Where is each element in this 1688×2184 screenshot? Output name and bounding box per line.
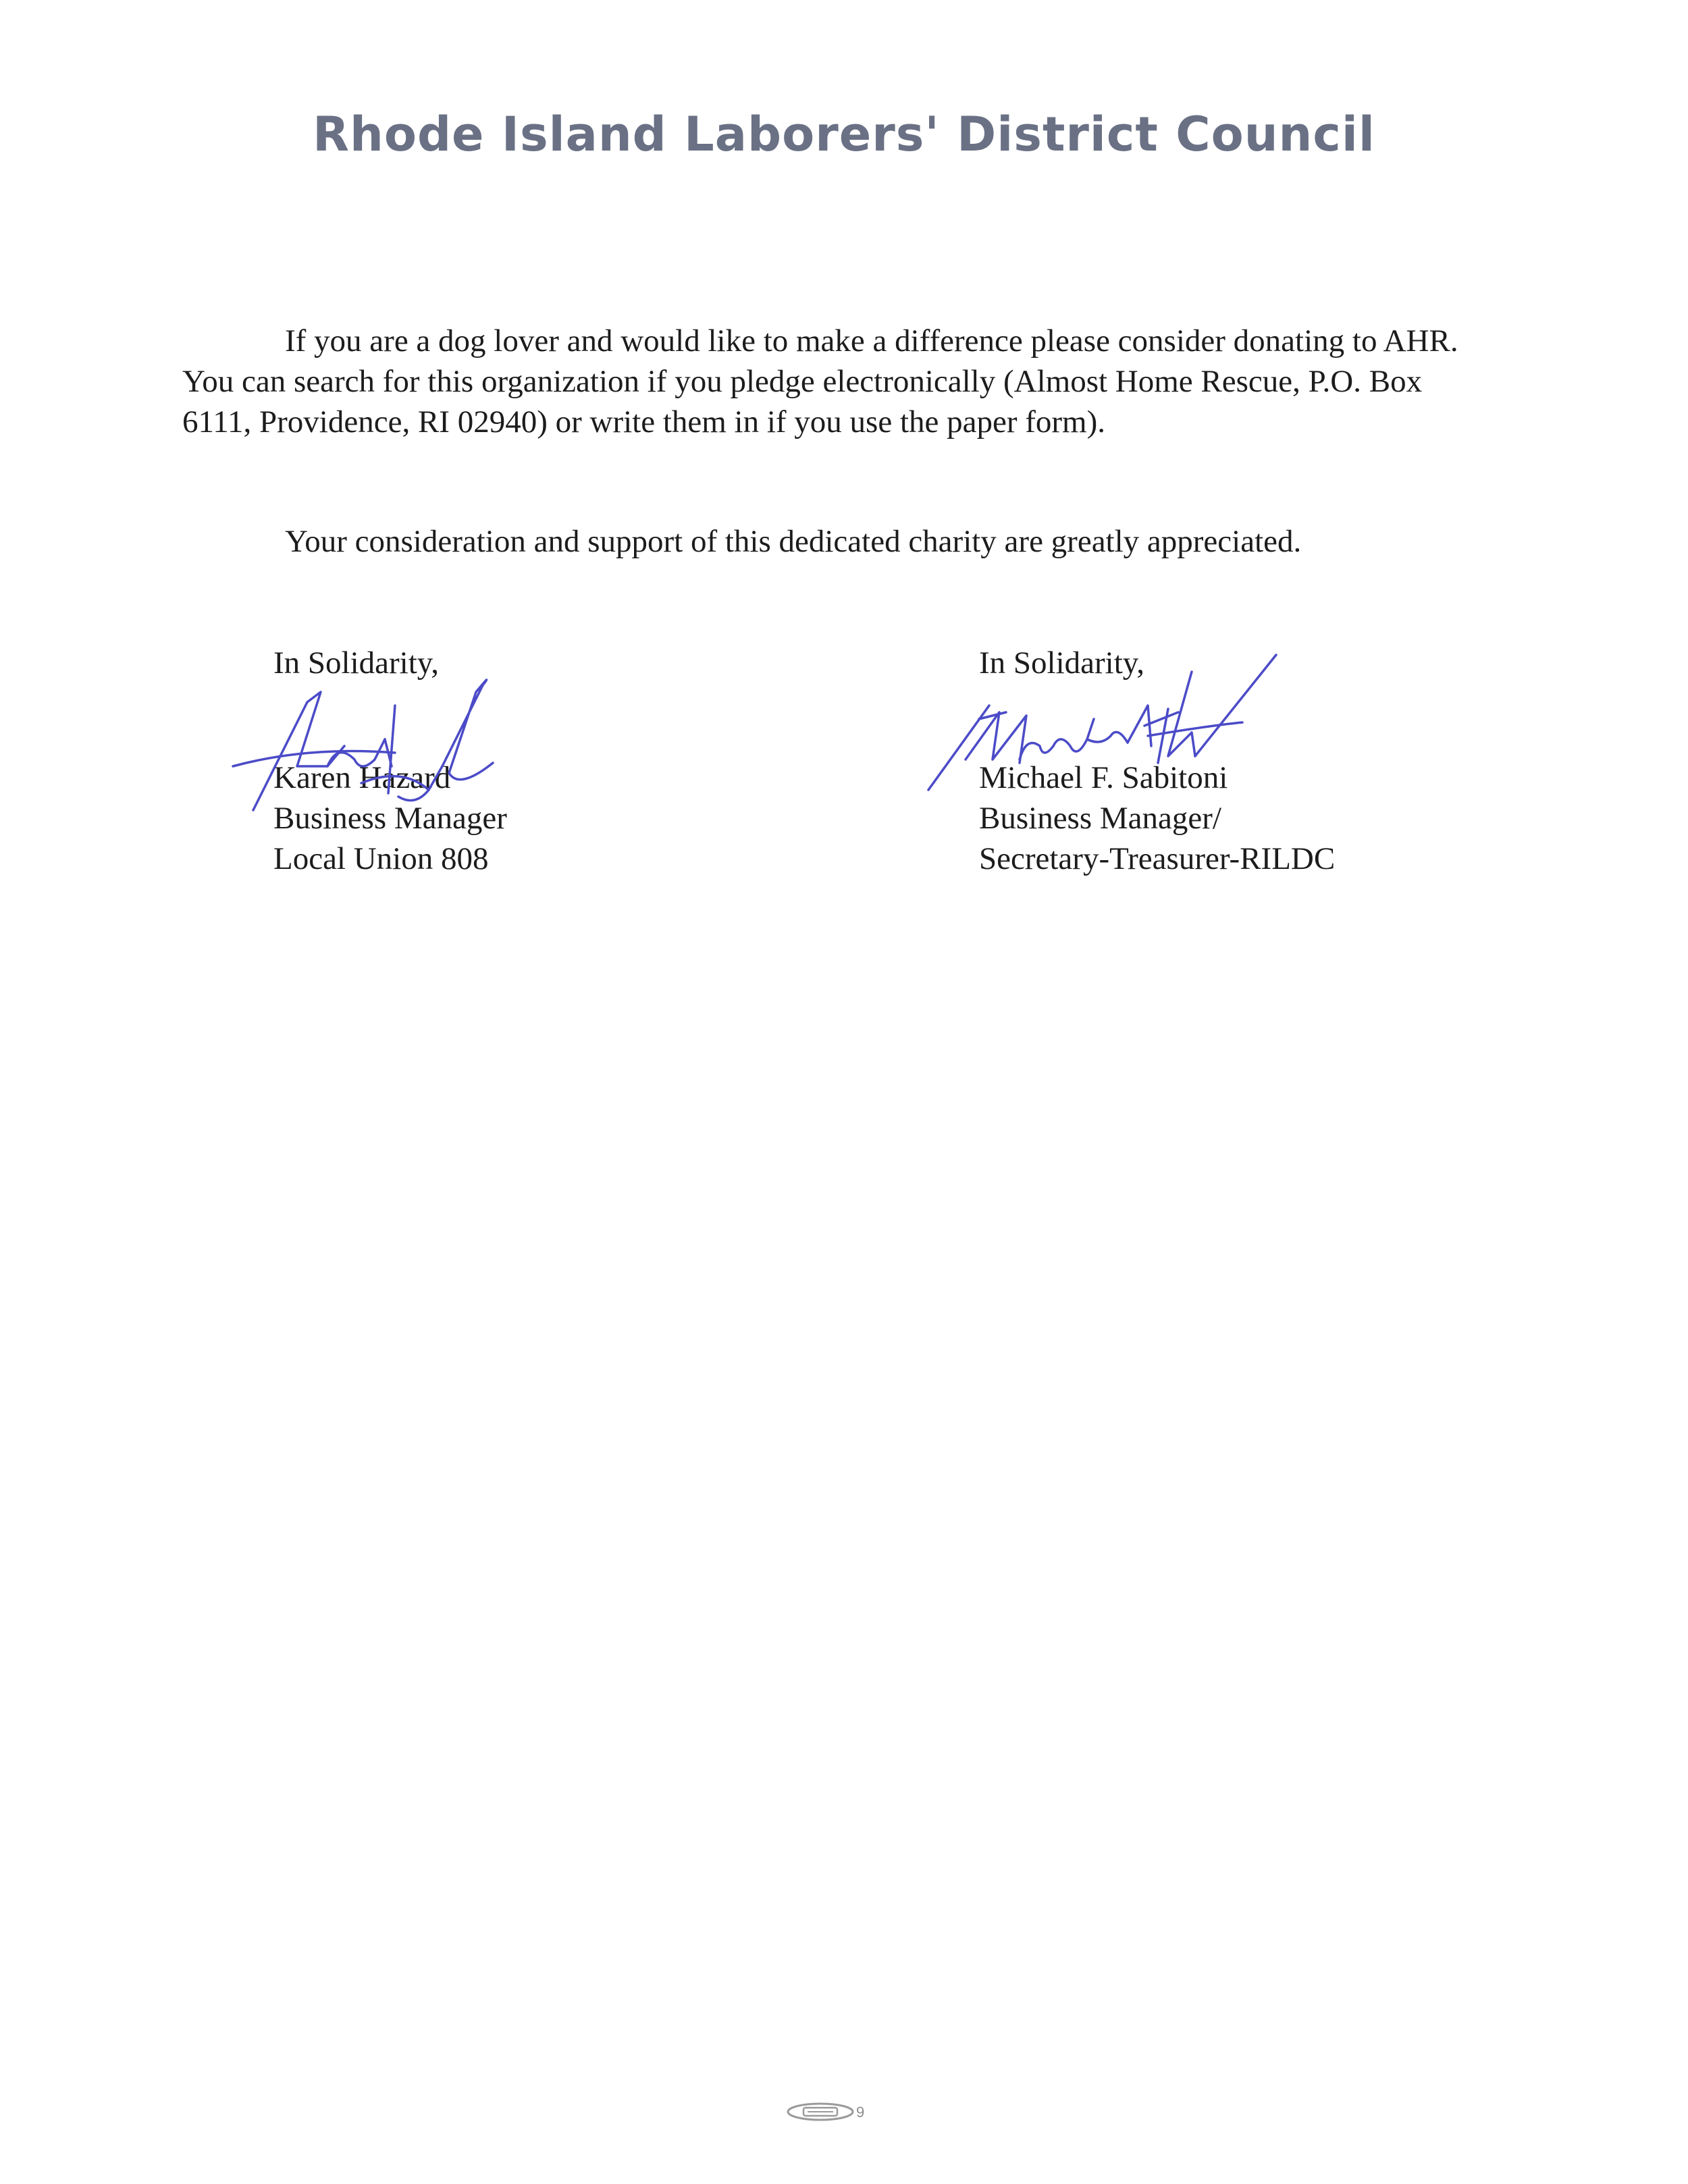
signer-title-left-1: Business Manager [273, 801, 507, 836]
closing-right: In Solidarity, [979, 645, 1144, 681]
signer-title-right-1: Business Manager/ [979, 801, 1221, 836]
signer-name-right: Michael F. Sabitoni [979, 760, 1228, 795]
signature-block-right [979, 643, 1335, 879]
signature-block-left [273, 643, 507, 879]
union-label-icon [783, 2098, 878, 2125]
body-paragraph-1: If you are a dog lover and would like to make a difference please consider donating to AHR. You can search for this organization if you pledge electronically (Almost Home Rescue, P.O. Box 6111, Providence, RI 02940) or write them in if you use the paper form). [182, 323, 1458, 440]
footer-page-number: 9 [856, 2104, 865, 2121]
body-paragraph-2: Your consideration and support of this dedicated charity are greatly appreciated. [285, 524, 1302, 559]
signer-title-left-2: Local Union 808 [273, 841, 489, 876]
signer-title-right-2: Secretary-Treasurer-RILDC [979, 841, 1336, 876]
closing-left: In Solidarity, [273, 645, 439, 681]
signer-name-left: Karen Hazard [273, 760, 451, 795]
letterhead-title: Rhode Island Laborers' District Council [313, 107, 1375, 162]
